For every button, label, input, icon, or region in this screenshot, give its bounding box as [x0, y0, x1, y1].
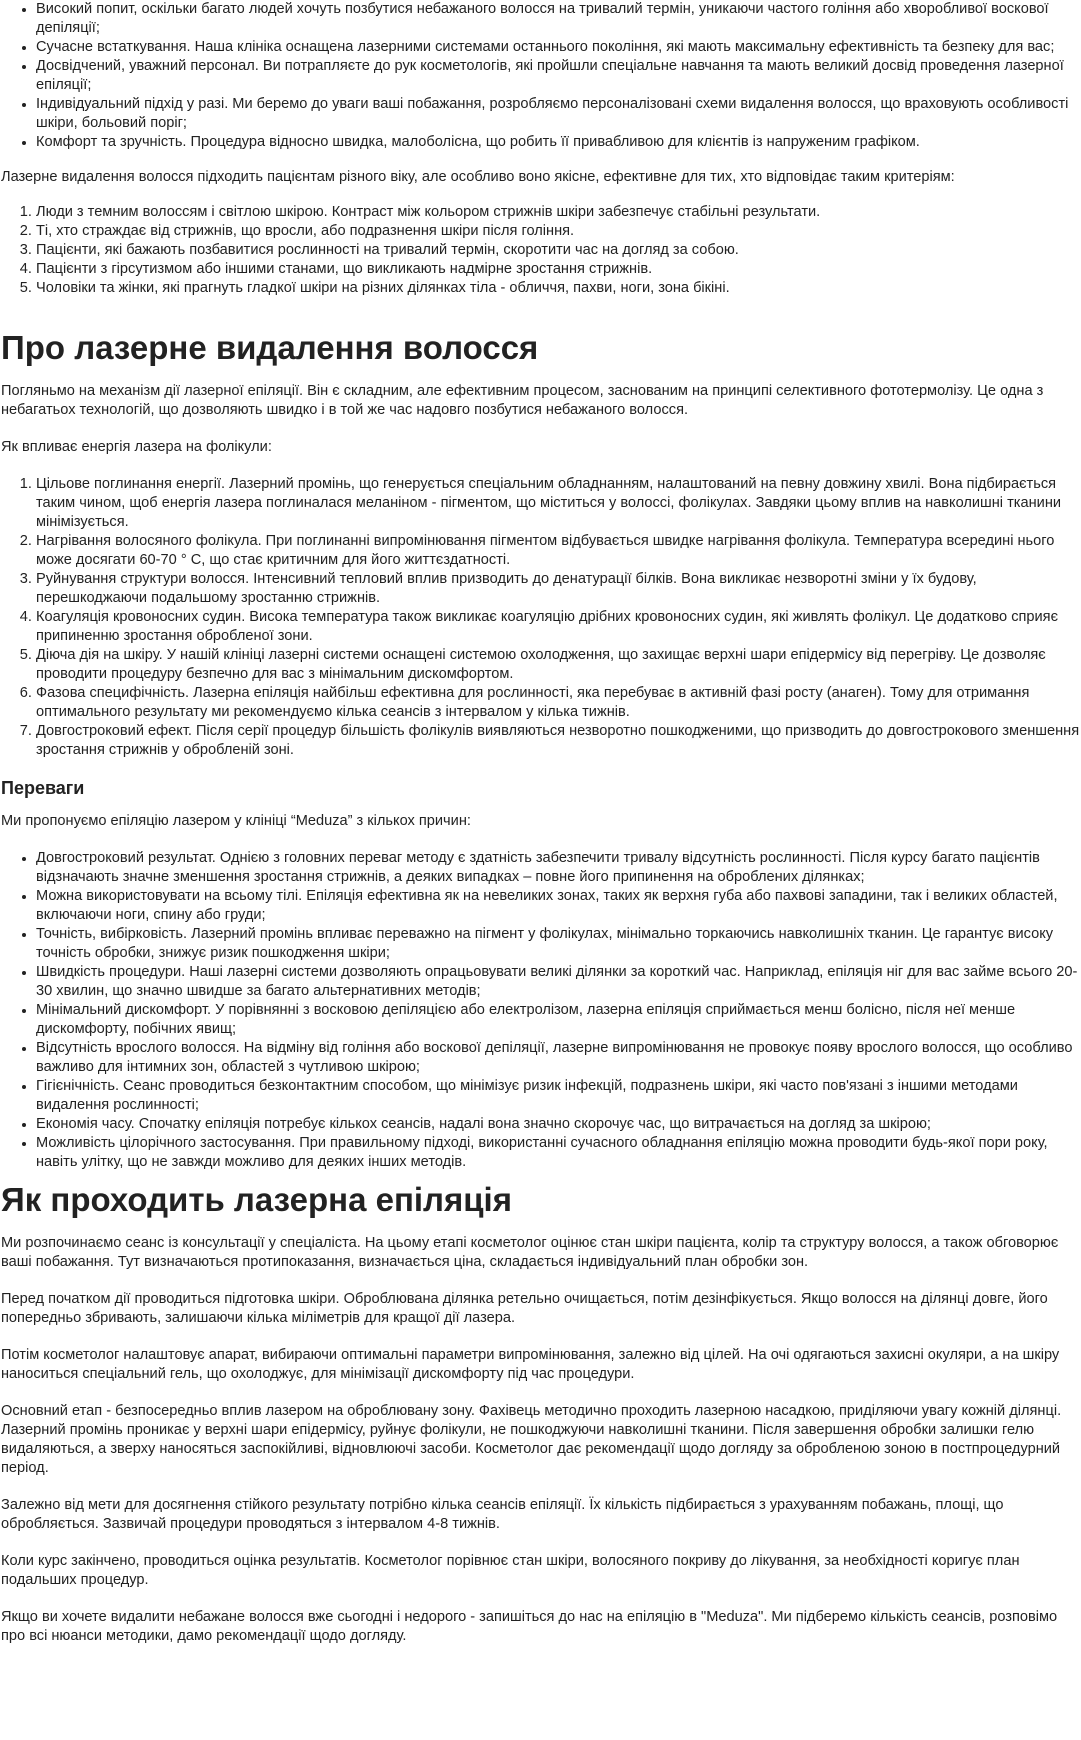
list-item: 2. Ті, хто страждає від стрижнів, що вросли, або подразнення шкіри після гоління. [36, 222, 1081, 241]
advantages-list [1, 849, 1081, 1172]
list-item: • Досвідчений, уважний персонал. Ви потрапляєте до рук косметологів, які пройшли спеціальне навчання та мають великий досвід проведення лазерної епіляції; [36, 57, 1081, 95]
paragraph: Основний етап - безпосередньо вплив лазером на оброблювану зону. Фахівець методично проходить лазерною насадкою, приділяючи увагу кожній ділянці. Лазерний промінь проникає у верхні шари епідермісу, руйнує фолікули, не пошкоджуючи навколишні тканини. Після завершення обробки залишки гелю видаляються, а зверху наносяться заспокійливі, відновлюючі засоби. Косметолог дає рекомендації щодо догляду за обробленою зоною в постпроцедурний період. [1, 1403, 1062, 1476]
paragraph: Потім косметолог налаштовує апарат, вибираючи оптимальні параметри випромінювання, залежно від цілей. На очі одягаються захисні окуляри, а на шкіру наноситься спеціальний гель, що охолоджує, для мінімізації дискомфорту під час процедури. [1, 1347, 1060, 1382]
paragraph: Перед початком дії проводиться підготовка шкіри. Оброблювана ділянка ретельно очищається, потім дезінфікується. Якщо волосся на ділянці довге, його попередньо збривають, залишаючи кілька міліметрів для кращої дії лазера. [1, 1291, 1048, 1326]
paragraph: Залежно від мети для досягнення стійкого результату потрібно кілька сеансів епіляції. Їх кількість підбирається з урахуванням побажань, площі, що обробляється. Зазвичай процедури проводяться з інтервалом 4-8 тижнів. [1, 1497, 1004, 1532]
list-item: 3. Руйнування структури волосся. Інтенсивний тепловий вплив призводить до денатурації білків. Вона викликає незворотні зміни у їх будову, перешкоджаючи подальшому зростанню стрижнів. [36, 570, 1081, 608]
list-item: • Гігієнічність. Сеанс проводиться безконтактним способом, що мінімізує ризик інфекцій, подразнень шкіри, які часто пов'язані з іншими методами видалення рослинності; [36, 1077, 1081, 1115]
list-item: • Економія часу. Спочатку епіляція потребує кількох сеансів, надалі вона значно скорочує час, що витрачається на догляд за шкірою; [36, 1115, 1081, 1134]
paragraph: Погляньмо на механізм дії лазерної епіляції. Він є складним, але ефективним процесом, заснованим на принципі селективного фототермолізу. Це одна з небагатьох технологій, що дозволяють швидко і в той же час надовго позбутися небажаного волосся. [1, 383, 1044, 418]
list-item: 6. Фазова специфічність. Лазерна епіляція найбільш ефективна для рослинності, яка перебуває в активній фазі росту (анаген). Тому для отримання оптимального результату ми рекомендуємо кілька сеансів з інтервалом у кілька тижнів. [36, 684, 1081, 722]
list-item: 2. Нагрівання волосяного фолікула. При поглинанні випромінювання пігментом відбувається швидке нагрівання фолікула. Температура всередині нього може досягати 60-70 ° C, що стає критичним для його життєздатності. [36, 532, 1081, 570]
paragraph: Ми пропонуємо епіляцію лазером у клініці “Meduza” з кількох причин: [1, 813, 471, 829]
list-item: 4. Коагуляція кровоносних судин. Висока температура також викликає коагуляцію дрібних кровоносних судин, які живлять фолікул. Це додатково сприяє припиненню зростання обробленої зони. [36, 608, 1081, 646]
paragraph: Коли курс закінчено, проводиться оцінка результатів. Косметолог порівнює стан шкіри, волосяного покриву до лікування, за необхідності коригує план подальших процедур. [1, 1553, 1020, 1588]
section-heading-about: Про лазерне видалення волосся [1, 329, 539, 366]
list-item: • Довгостроковий результат. Однією з головних переваг методу є здатність забезпечити тривалу відсутність рослинності. Після курсу багато пацієнтів відзначають значне зменшення зростання стрижнів, а деяких випадках – повне його припинення на оброблених ділянках; [36, 849, 1081, 887]
paragraph: Якщо ви хочете видалити небажане волосся вже сьогодні і недорого - запишіться до нас на епіляцію в "Meduza". Ми підберемо кількість сеансів, розповімо про всі нюанси методики, дамо рекомендації щодо догляду. [1, 1609, 1058, 1644]
paragraph: Ми розпочинаємо сеанс із консультації у спеціаліста. На цьому етапі косметолог оцінює стан шкіри пацієнта, колір та структуру волосся, а також обговорює ваші побажання. Тут визначаються протипоказання, визначається ціна, складається індивідуальний план обробки зон. [1, 1235, 1059, 1270]
list-item: • Відсутність врослого волосся. На відміну від гоління або воскової депіляції, лазерне випромінювання не провокує появу врослого волосся, що особливо важливо для інтимних зон, областей з чутливою шкірою; [36, 1039, 1081, 1077]
list-item: • Високий попит, оскільки багато людей хочуть позбутися небажаного волосся на тривалий термін, уникаючи частого гоління або хворобливої воскової депіляції; [36, 0, 1081, 38]
list-item: 5. Діюча дія на шкіру. У нашій клініці лазерні системи оснащені системою охолодження, що захищає верхні шари епідермісу від перегріву. Це дозволяє проводити процедуру безпечно для вас з мінімальним дискомфортом. [36, 646, 1081, 684]
mechanism-steps-list [1, 475, 1081, 760]
list-item: • Комфорт та зручність. Процедура відносно швидка, малоболісна, що робить її привабливою для клієнтів із напруженим графіком. [36, 133, 1081, 152]
list-item: 3. Пацієнти, які бажають позбавитися рослинності на тривалий термін, скоротити час на догляд за собою. [36, 241, 1081, 260]
list-item: • Індивідуальний підхід у разі. Ми беремо до уваги ваші побажання, розробляємо персоналізовані схеми видалення волосся, що враховують особливості шкіри, больовий поріг; [36, 95, 1081, 133]
list-item: 5. Чоловіки та жінки, які прагнуть гладкої шкіри на різних ділянках тіла - обличчя, пахви, ноги, зона бікіні. [36, 279, 1081, 298]
list-item: • Мінімальний дискомфорт. У порівнянні з восковою депіляцією або електролізом, лазерна епіляція сприймається менш болісно, після неї менше дискомфорту, побічних явищ; [36, 1001, 1081, 1039]
list-item: 7. Довгостроковий ефект. Після серії процедур більшість фолікулів виявляються незворотно пошкодженими, що призводить до довгострокового зменшення зростання стрижнів у обробленій зоні. [36, 722, 1081, 760]
section-heading-procedure: Як проходить лазерна епіляція [1, 1181, 512, 1218]
intro-list [1, 0, 1081, 152]
list-item: • Можна використовувати на всьому тілі. Епіляція ефективна як на невеликих зонах, таких як верхня губа або пахвові западини, так і великих областей, включаючи ноги, спину або груди; [36, 887, 1081, 925]
list-item: • Сучасне встаткування. Наша клініка оснащена лазерними системами останнього покоління, які мають максимальну ефективність та безпеку для вас; [36, 38, 1081, 57]
criteria-list [1, 203, 1081, 298]
list-item: 4. Пацієнти з гірсутизмом або іншими станами, що викликають надмірне зростання стрижнів. [36, 260, 1081, 279]
criteria-intro: Лазерне видалення волосся підходить пацієнтам різного віку, але особливо воно якісне, ефективне для тих, хто відповідає таким критеріям: [1, 169, 955, 185]
list-item: • Можливість цілорічного застосування. При правильному підході, використанні сучасного обладнання епіляцію можна проводити будь-якої пори року, навіть улітку, що не завжди можливо для деяких інших методів. [36, 1134, 1081, 1172]
list-item: 1. Люди з темним волоссям і світлою шкірою. Контраст між кольором стрижнів шкіри забезпечує стабільні результати. [36, 203, 1081, 222]
subheading-advantages: Переваги [1, 778, 85, 798]
list-item: • Швидкість процедури. Наші лазерні системи дозволяють опрацьовувати великі ділянки за короткий час. Наприклад, епіляція ніг для вас займе всього 20-30 хвилин, що значно швидше за багато альтернативних методів; [36, 963, 1081, 1001]
list-item: • Точність, вибірковість. Лазерний промінь впливає переважно на пігмент у фолікулах, мінімально торкаючись навколишніх тканин. Це гарантує високу точність обробки, знижує ризик пошкодження шкіри; [36, 925, 1081, 963]
list-item: 1. Цільове поглинання енергії. Лазерний промінь, що генерується спеціальним обладнанням, налаштований на певну довжину хвилі. Вона підбирається таким чином, щоб енергія лазера поглиналася меланіном - пігментом, що міститься у волоссі, фолікулах. Завдяки цьому вплив на навколишні тканини мінімізується. [36, 475, 1081, 532]
paragraph: Як впливає енергія лазера на фолікули: [1, 439, 272, 455]
